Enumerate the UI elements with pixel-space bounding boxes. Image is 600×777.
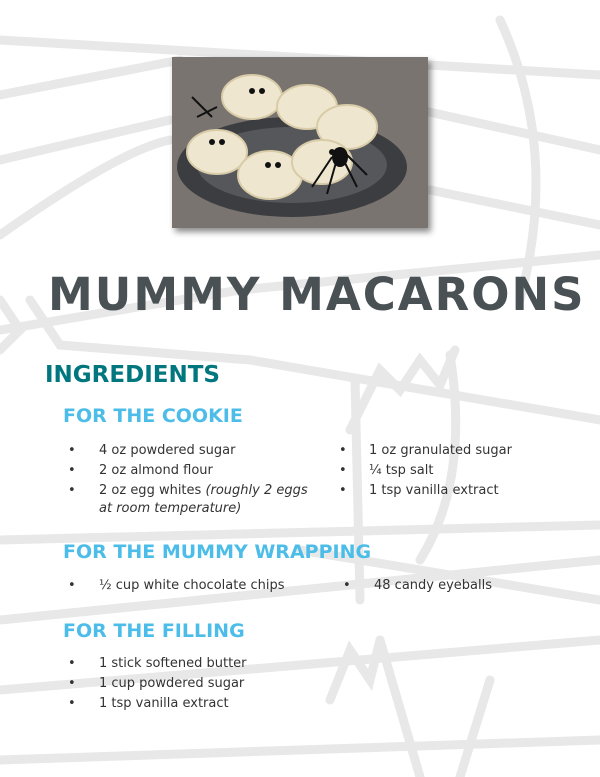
bullet: • [339, 483, 347, 498]
bullet: • [68, 578, 76, 593]
filling-heading: FOR THE FILLING [63, 620, 245, 642]
bullet: • [68, 696, 76, 711]
bullet: • [339, 463, 347, 478]
bullet: • [68, 483, 76, 498]
egg-note: (roughly 2 eggs [205, 483, 308, 498]
egg-note-continued: at room temperature) [99, 501, 242, 516]
list-item-text: 2 oz egg whites [99, 483, 206, 498]
list-item: 1 stick softened butter [99, 656, 247, 671]
list-item: 2 oz almond flour [99, 463, 213, 478]
bullet: • [68, 463, 76, 478]
bullet: • [339, 443, 347, 458]
list-item: 4 oz powdered sugar [99, 443, 236, 458]
bullet: • [68, 443, 76, 458]
ingredients-heading: INGREDIENTS [45, 362, 220, 388]
bullet: • [343, 578, 351, 593]
list-item: ½ cup white chocolate chips [99, 578, 285, 593]
list-item: ¼ tsp salt [369, 463, 434, 478]
list-item [99, 482, 308, 500]
bullet: • [68, 676, 76, 691]
bullet: • [68, 656, 76, 671]
list-item-continued [99, 500, 241, 518]
cookie-heading: FOR THE COOKIE [63, 405, 243, 427]
macaron-photo [172, 57, 428, 228]
list-item: 1 tsp vanilla extract [99, 696, 229, 711]
list-item: 1 cup powdered sugar [99, 676, 245, 691]
list-item: 1 tsp vanilla extract [369, 483, 499, 498]
list-item: 48 candy eyeballs [374, 578, 493, 593]
recipe-title: MUMMY MACARONS [48, 268, 586, 321]
list-item: 1 oz granulated sugar [369, 443, 512, 458]
wrapping-heading: FOR THE MUMMY WRAPPING [63, 541, 372, 563]
macaron-photo-illustration [172, 57, 428, 228]
